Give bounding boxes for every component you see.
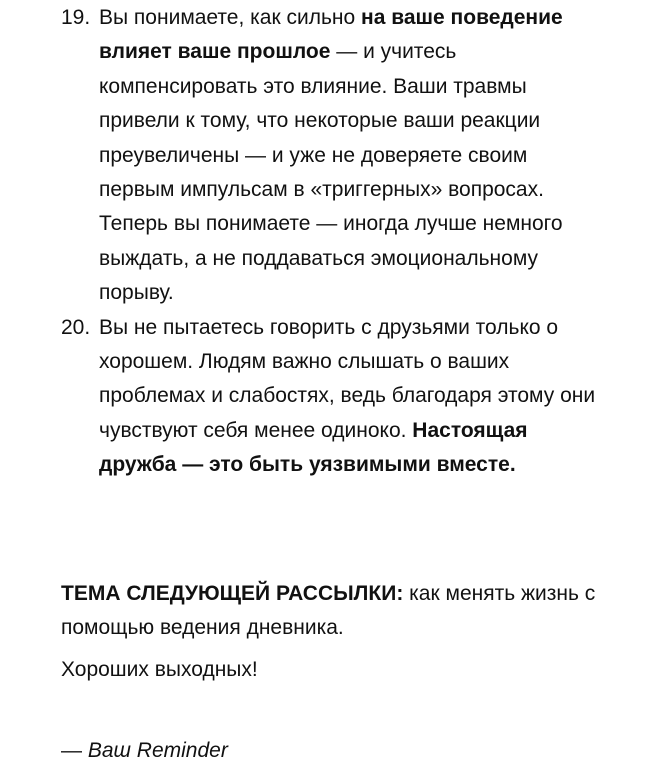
list-item-19	[0, 1, 648, 311]
list-item-text-part: Вы не пытаетесь говорить с друзьями только о хорошем. Людям важно слышать о ваших проблемах и слабостях, ведь благодаря этому они чувствуют себя менее одиноко.	[99, 315, 596, 442]
list-item-bold-text: Настоящая дружба — это быть уязвимыми вместе.	[99, 418, 528, 477]
list-item-text-part: — и учитесь компенсировать это влияние. Ваши травмы привели к тому, что некоторые ваши реакции преувеличены — и уже не доверяете своим первым импульсам в «триггерных» вопросах. Теперь вы понимаете — иногда лучше немного выждать, а не поддаваться эмоциональному порыву.	[99, 40, 563, 305]
list-item-bold-text: на ваше поведение влияет ваше прошлое	[99, 6, 563, 64]
signature-dash: —	[61, 739, 88, 762]
next-topic-paragraph	[61, 577, 621, 646]
closing-greeting: Хороших выходных!	[61, 658, 258, 681]
list-item-text	[99, 311, 608, 483]
signature	[61, 734, 228, 768]
list-item-text	[99, 1, 608, 311]
signature-name: Ваш Reminder	[87, 739, 228, 762]
next-topic-text: как менять жизнь с помощью ведения дневника.	[61, 582, 596, 640]
list-item-text-part: Вы понимаете, как сильно	[99, 6, 362, 29]
numbered-list	[0, 1, 648, 483]
list-item-20	[0, 311, 648, 483]
list-item-number: 20.	[61, 315, 91, 339]
list-item-number: 19.	[61, 6, 91, 29]
next-topic-label: ТЕМА СЛЕДУЮЩЕЙ РАССЫЛКИ:	[61, 582, 404, 605]
